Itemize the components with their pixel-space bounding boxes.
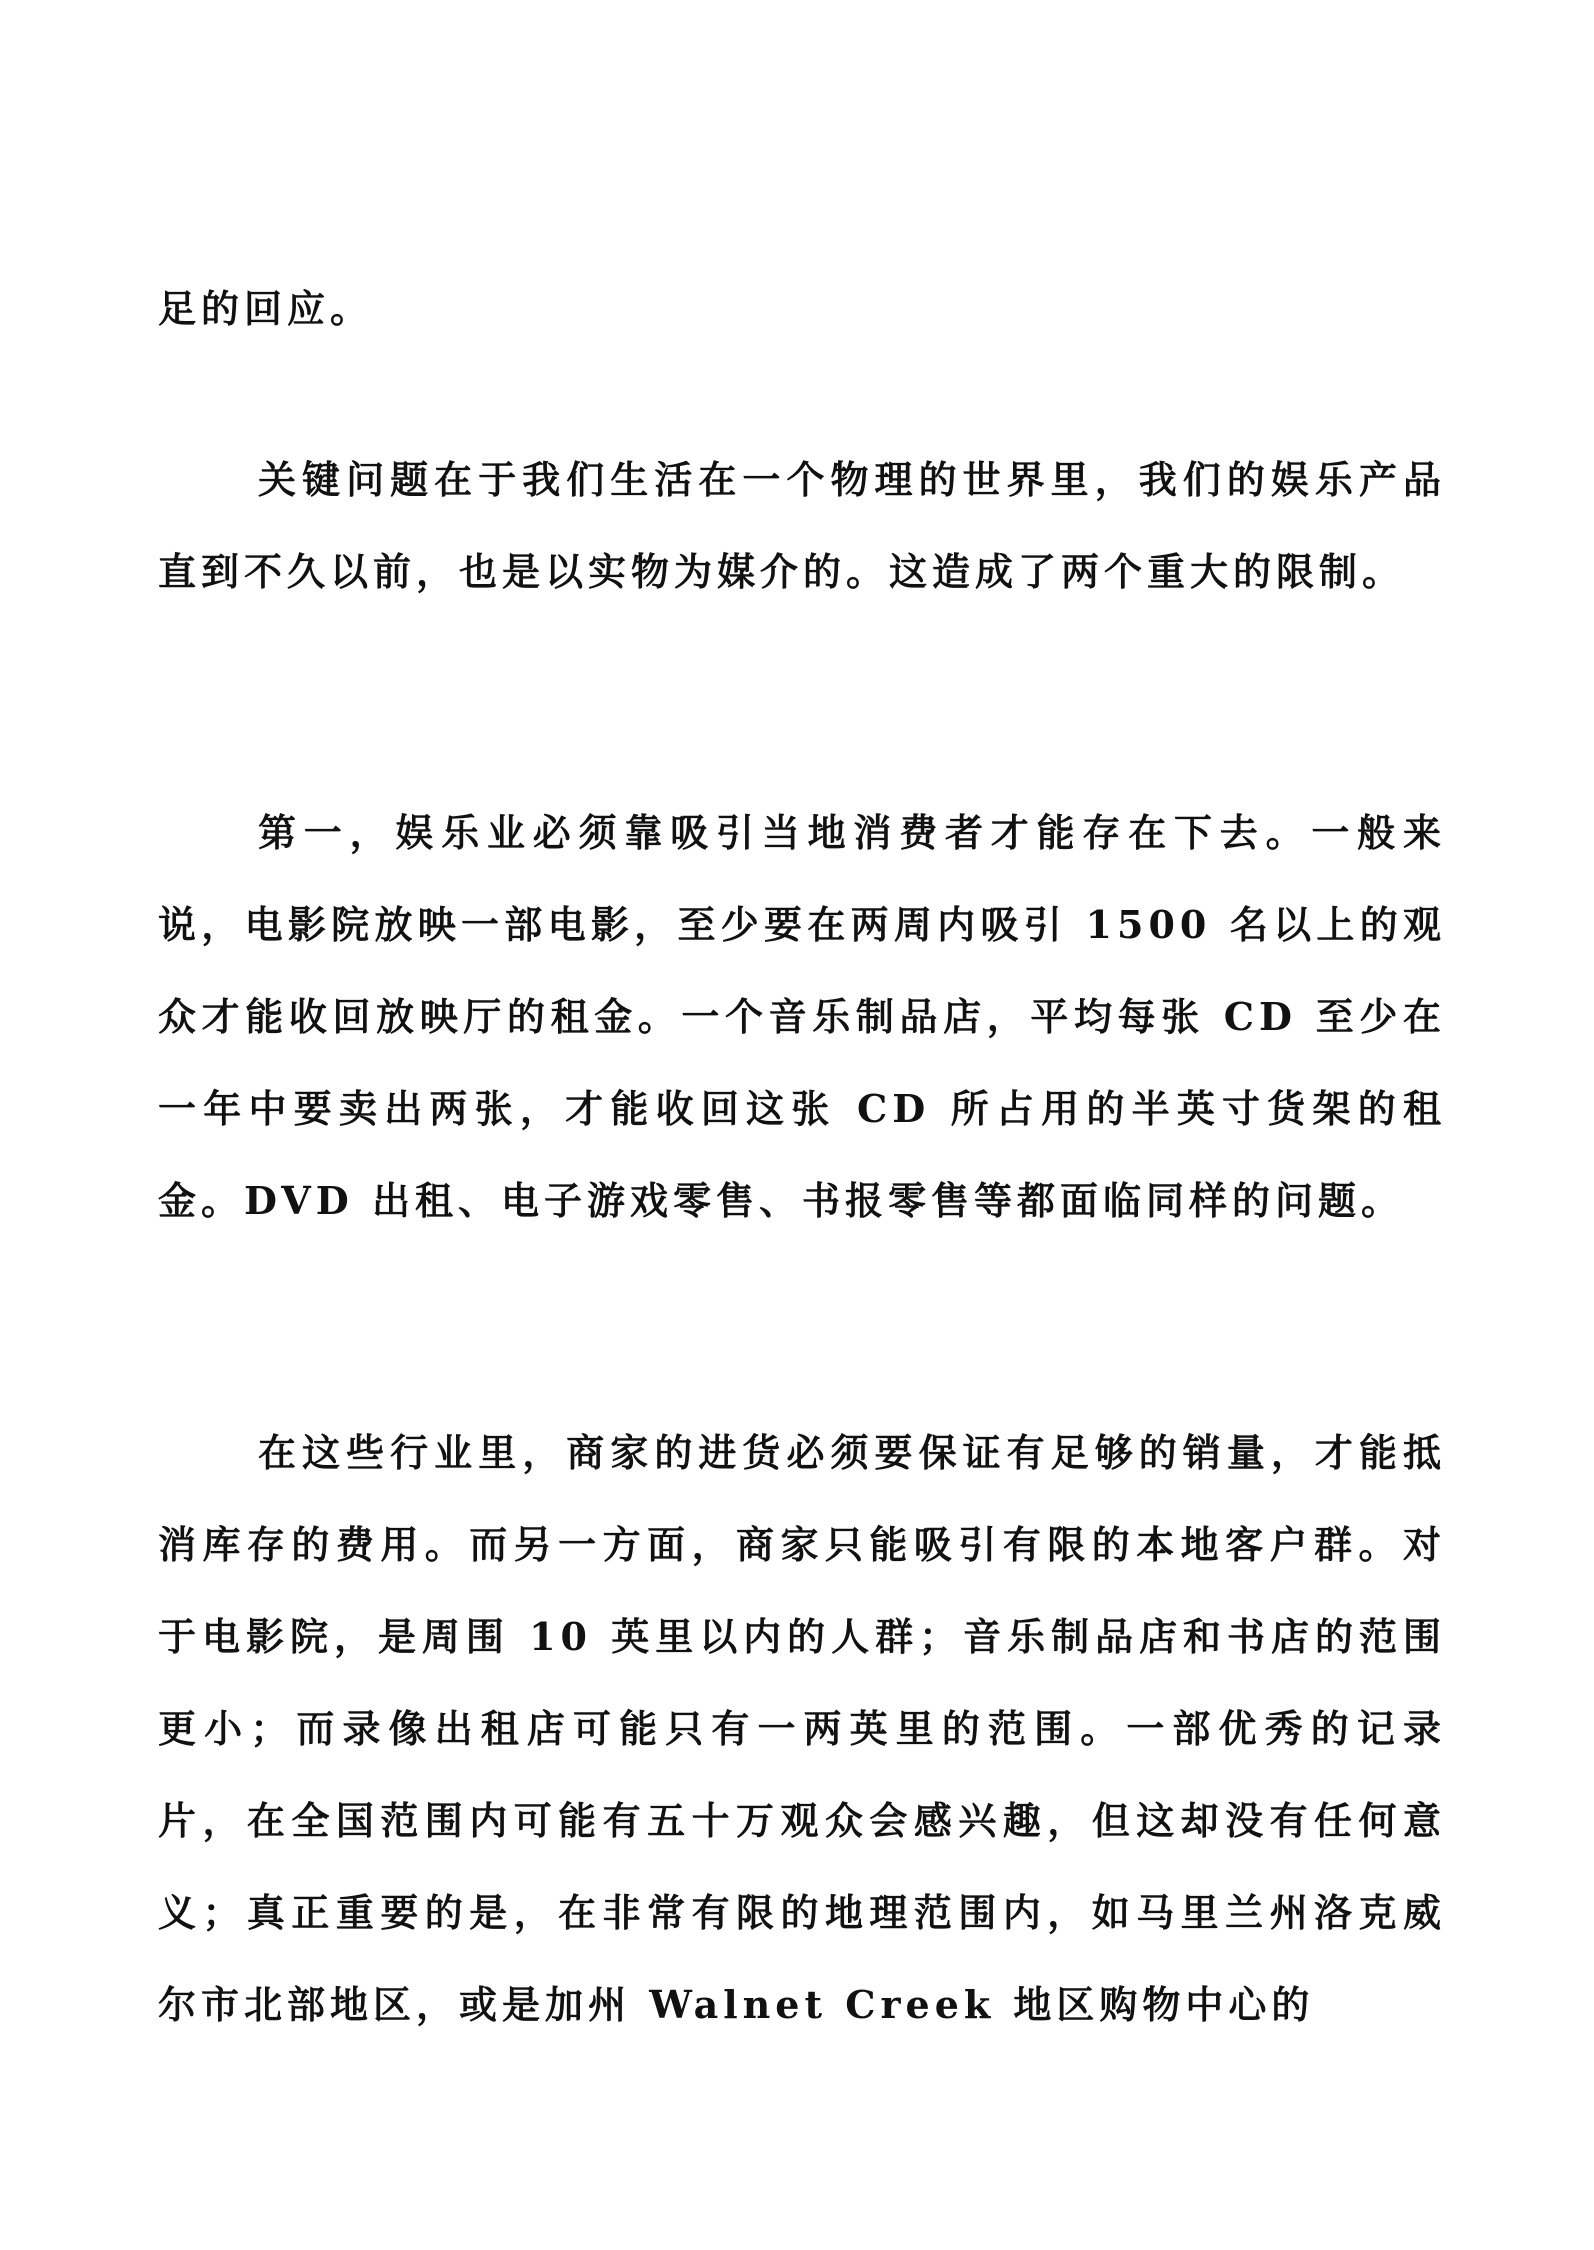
paragraph-continuation: 足的回应。 <box>158 286 374 331</box>
paragraph-first-limit: 第一，娱乐业必须靠吸引当地消费者才能存在下去。一般来说，电影院放映一部电影，至少要在两周内吸引 1500 名以上的观众才能收回放映厅的租金。一个音乐制品店，平均每张 CD 至少在一年中要卖出两张，才能收回这张 CD 所占用的半英寸货架的租金。DVD 出租、电子游戏零售、书报零售等都面临同样的问题。 <box>158 810 1446 1223</box>
paragraph-key-problem: 关键问题在于我们生活在一个物理的世界里，我们的娱乐产品直到不久以前，也是以实物为媒介的。这造成了两个重大的限制。 <box>158 457 1446 594</box>
paragraph-local-market: 在这些行业里，商家的进货必须要保证有足够的销量，才能抵消库存的费用。而另一方面，商家只能吸引有限的本地客户群。对于电影院，是周围 10 英里以内的人群；音乐制品店和书店的范围更小；而录像出租店可能只有一两英里的范围。一部优秀的记录片，在全国范围内可能有五十万观众会感兴趣，但这却没有任何意义；真正重要的是，在非常有限的地理范围内，如马里兰州洛克威尔市北部地区，或是加州 Walnet Creek 地区购物中心的 <box>158 1430 1446 2027</box>
